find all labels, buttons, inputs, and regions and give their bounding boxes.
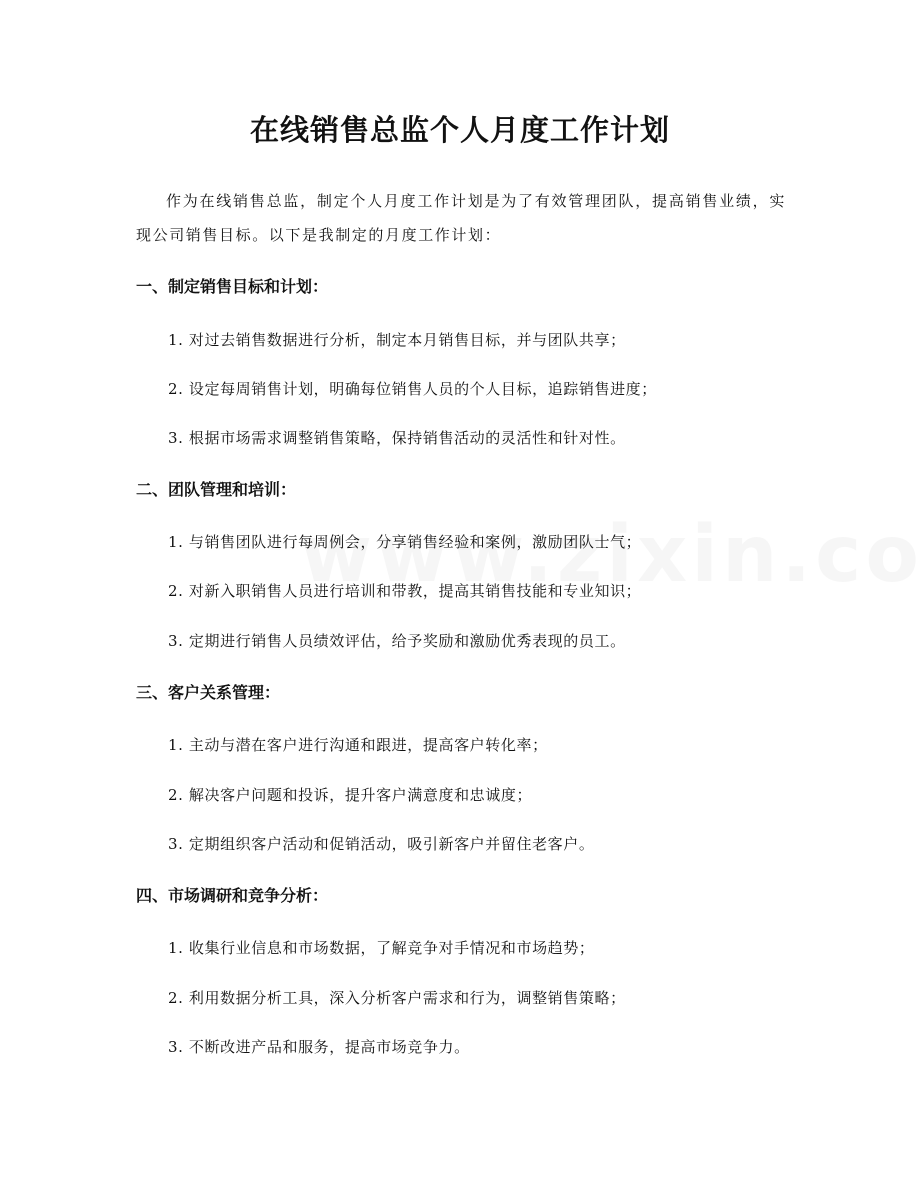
section-heading-2: 二、团队管理和培训： xyxy=(136,480,297,499)
list-item: 3. 根据市场需求调整销售策略，保持销售活动的灵活性和针对性。 xyxy=(168,429,626,447)
section-heading-3: 三、客户关系管理： xyxy=(136,683,281,702)
list-item: 3. 不断改进产品和服务，提高市场竞争力。 xyxy=(168,1038,470,1056)
list-item: 2. 设定每周销售计划，明确每位销售人员的个人目标，追踪销售进度； xyxy=(168,380,657,398)
list-item: 1. 收集行业信息和市场数据，了解竞争对手情况和市场趋势； xyxy=(168,939,595,957)
list-item: 2. 解决客户问题和投诉，提升客户满意度和忠诚度； xyxy=(168,786,533,804)
section-heading-1: 一、制定销售目标和计划： xyxy=(136,277,329,296)
list-item: 1. 主动与潜在客户进行沟通和跟进，提高客户转化率； xyxy=(168,736,548,754)
document-title: 在线销售总监个人月度工作计划 xyxy=(249,113,670,147)
list-item: 2. 利用数据分析工具，深入分析客户需求和行为，调整销售策略； xyxy=(168,989,626,1007)
list-item: 3. 定期组织客户活动和促销活动，吸引新客户并留住老客户。 xyxy=(168,835,595,853)
list-item: 1. 对过去销售数据进行分析，制定本月销售目标，并与团队共享； xyxy=(168,331,626,349)
intro-paragraph: 作为在线销售总监，制定个人月度工作计划是为了有效管理团队，提高销售业绩，实现公司销售目标。以下是我制定的月度工作计划： xyxy=(136,192,786,244)
list-item: 2. 对新入职销售人员进行培训和带教，提高其销售技能和专业知识； xyxy=(168,582,642,600)
list-item: 3. 定期进行销售人员绩效评估，给予奖励和激励优秀表现的员工。 xyxy=(168,632,626,650)
section-heading-4: 四、市场调研和竞争分析： xyxy=(136,886,329,905)
list-item: 1. 与销售团队进行每周例会，分享销售经验和案例，激励团队士气； xyxy=(168,533,642,551)
